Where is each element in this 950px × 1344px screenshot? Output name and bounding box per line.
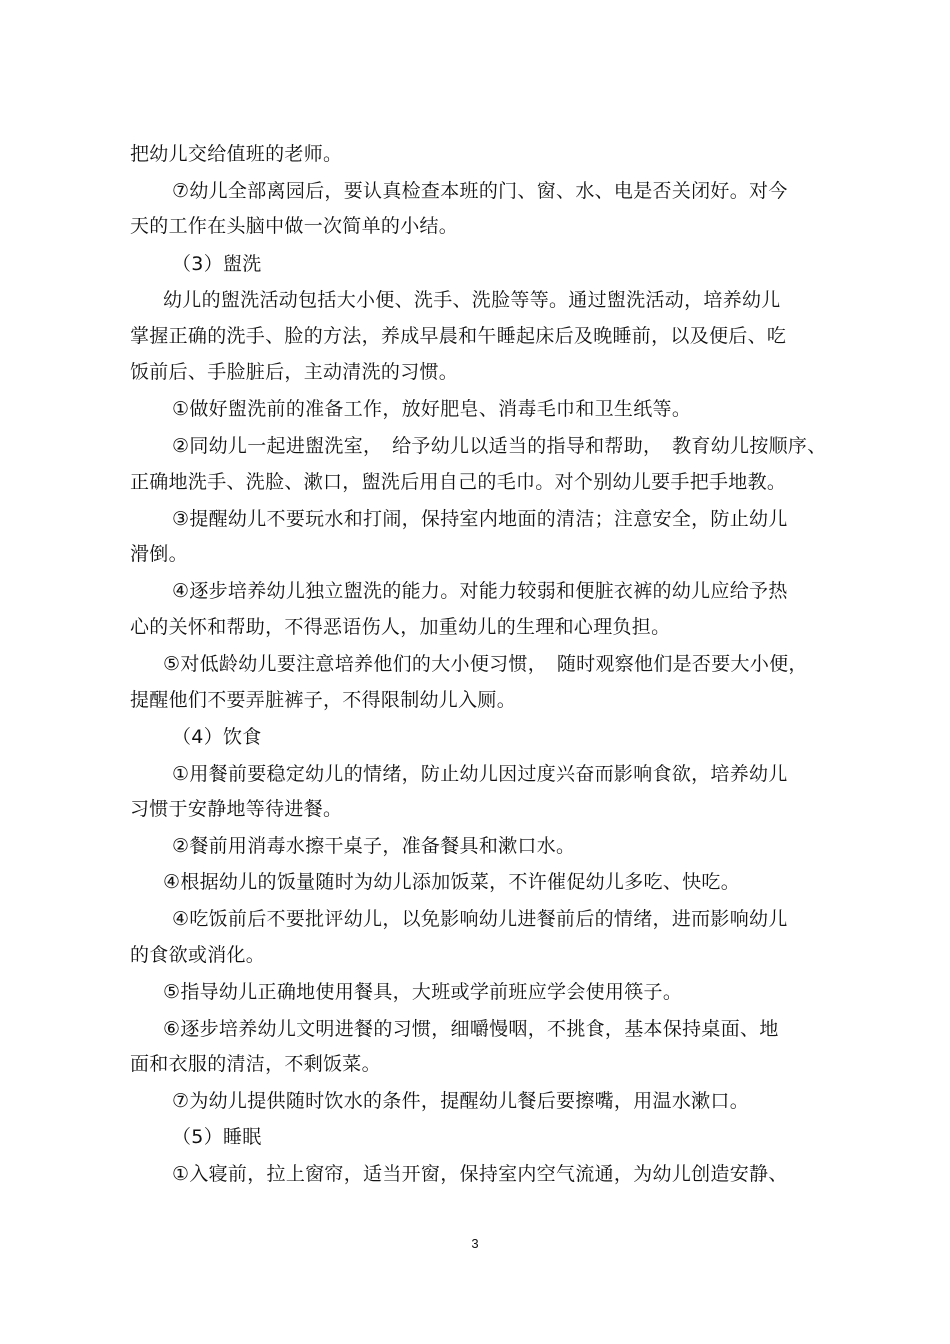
text-line: 习惯于安静地等待进餐。	[130, 798, 343, 820]
text-line: ④吃饭前后不要批评幼儿，以免影响幼儿进餐前后的情绪，进而影响幼儿	[172, 908, 788, 930]
text-line: 掌握正确的洗手、脸的方法，养成早晨和午睡起床后及晚睡前，以及便后、吃	[130, 325, 787, 347]
text-line: ⑦为幼儿提供随时饮水的条件，提醒幼儿餐后要擦嘴，用温水漱口。	[172, 1090, 750, 1112]
section-heading: （3）盥洗	[172, 253, 262, 275]
text-line: 的食欲或消化。	[130, 944, 266, 966]
text-line: ②同幼儿一起进盥洗室， 给予幼儿以适当的指导和帮助， 教育幼儿按顺序、	[172, 435, 827, 457]
text-line: 正确地洗手、洗脸、漱口，盥洗后用自己的毛巾。对个别幼儿要手把手地教。	[130, 471, 787, 493]
text-line: ⑥逐步培养幼儿文明进餐的习惯，细嚼慢咽，不挑食，基本保持桌面、地	[163, 1018, 779, 1040]
text-line: ③提醒幼儿不要玩水和打闹，保持室内地面的清洁；注意安全，防止幼儿	[172, 508, 788, 530]
text-line: 面和衣服的清洁，不剩饭菜。	[130, 1053, 381, 1075]
text-line: ⑦幼儿全部离园后，要认真检查本班的门、窗、水、电是否关闭好。对今	[172, 180, 788, 202]
text-line: ⑤对低龄幼儿要注意培养他们的大小便习惯， 随时观察他们是否要大小便，	[163, 653, 808, 675]
text-line: ④根据幼儿的饭量随时为幼儿添加饭菜，不许催促幼儿多吃、快吃。	[163, 871, 741, 893]
section-heading: （5）睡眠	[172, 1126, 262, 1148]
text-line: ①入寝前，拉上窗帘，适当开窗，保持室内空气流通，为幼儿创造安静、	[172, 1163, 788, 1185]
text-line: 饭前后、手脸脏后，主动清洗的习惯。	[130, 361, 459, 383]
text-line: 提醒他们不要弄脏裤子，不得限制幼儿入厕。	[130, 689, 517, 711]
text-line: 幼儿的盥洗活动包括大小便、洗手、洗脸等等。通过盥洗活动，培养幼儿	[163, 289, 781, 311]
text-line: 把幼儿交给值班的老师。	[130, 143, 343, 165]
text-line: ①用餐前要稳定幼儿的情绪，防止幼儿因过度兴奋而影响食欲，培养幼儿	[172, 763, 788, 785]
text-line: ②餐前用消毒水擦干桌子，准备餐具和漱口水。	[172, 835, 576, 857]
section-heading: （4）饮食	[172, 726, 262, 748]
text-line: 心的关怀和帮助，不得恶语伤人，加重幼儿的生理和心理负担。	[130, 616, 671, 638]
text-line: 滑倒。	[130, 543, 188, 565]
text-line: ④逐步培养幼儿独立盥洗的能力。对能力较弱和便脏衣裤的幼儿应给予热	[172, 580, 788, 602]
page-number: 3	[471, 1236, 479, 1251]
text-line: ⑤指导幼儿正确地使用餐具，大班或学前班应学会使用筷子。	[163, 981, 683, 1003]
text-line: 天的工作在头脑中做一次简单的小结。	[130, 215, 459, 237]
text-line: ①做好盥洗前的准备工作，放好肥皂、消毒毛巾和卫生纸等。	[172, 398, 692, 420]
